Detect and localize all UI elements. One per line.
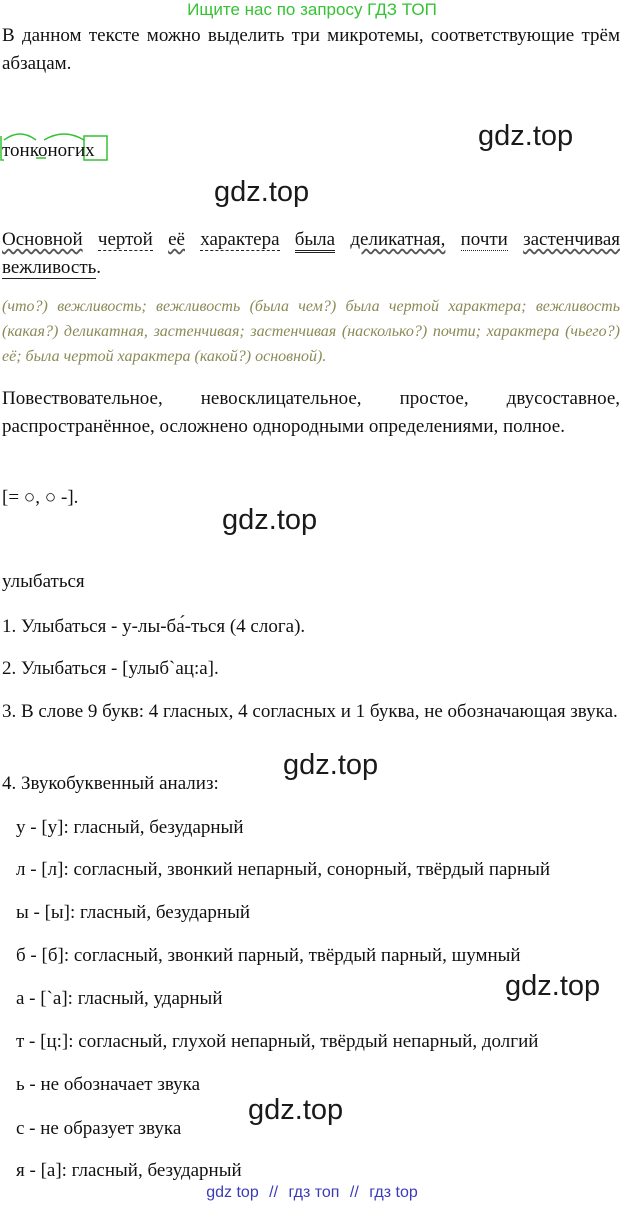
word-osnovnoy: Основной [2, 229, 83, 250]
sound-row: я - [а]: гласный, безударный [16, 1160, 242, 1181]
morpheme-word: тонконогих [2, 140, 95, 161]
footer-link[interactable]: гдз топ [288, 1184, 340, 1201]
word-chertoy: чертой [97, 229, 153, 250]
sound-row: л - [л]: согласный, звонкий непарный, сонорный, твёрдый парный [16, 859, 551, 880]
sound-row: б - [б]: согласный, звонкий парный, твёрдый парный, шумный [16, 945, 521, 966]
sentence-end: . [96, 257, 102, 278]
list-item: 2. Улыбаться - [улыб`ац:а]. [2, 658, 219, 679]
word-delikatnaya: деликатная, [350, 229, 446, 250]
parsed-sentence [2, 226, 620, 282]
sentence-characteristics: Повествовательное, невосклицательное, простое, двусоставное, распространённое, осложнено однородными определениями, полное. [2, 388, 620, 437]
list-item: 1. Улыбаться - у-лы-ба́-ться (4 слога). [2, 616, 306, 637]
watermark: gdz.top [478, 120, 574, 152]
footer-links [0, 1184, 624, 1202]
intro-paragraph: В данном тексте можно выделить три микротемы, соответствующие трём абзацам. [2, 25, 620, 74]
footer-link[interactable]: gdz top [206, 1184, 259, 1201]
analysis-word: улыбаться [2, 571, 85, 592]
word-pochti: почти [460, 229, 508, 250]
top-banner[interactable]: Ищите нас по запросу ГДЗ ТОП [187, 0, 437, 19]
watermark: gdz.top [283, 749, 379, 781]
sound-row: а - [`а]: гласный, ударный [16, 988, 223, 1009]
sound-row: т - [ц:]: согласный, глухой непарный, твёрдый непарный, долгий [16, 1031, 539, 1052]
sound-row: ы - [ы]: гласный, безударный [16, 902, 251, 923]
watermark: gdz.top [214, 176, 310, 208]
watermark: gdz.top [505, 970, 601, 1002]
syntax-analysis: (что?) вежливость; вежливость (была чем?) была чертой характера; вежливость (какая?) деликатная, застенчивая; застенчивая (насколько?) почти; характера (чьего?) её; была чертой характера (какой?) основной). [2, 298, 620, 365]
sound-row: с - не образует звука [16, 1118, 182, 1139]
watermark: gdz.top [222, 504, 318, 536]
footer-separator: // [269, 1184, 279, 1201]
footer-separator: // [349, 1184, 359, 1201]
word-zastenchivaya: застенчивая [523, 229, 620, 250]
sound-row: ь - не обозначает звука [16, 1074, 201, 1095]
footer-link[interactable]: гдз top [369, 1184, 418, 1201]
word-eyo: её [168, 229, 185, 250]
sound-row: у - [у]: гласный, безударный [16, 817, 244, 838]
watermark: gdz.top [248, 1094, 344, 1126]
word-byla: была [295, 229, 335, 253]
word-haraktera: характера [200, 229, 280, 250]
sentence-scheme: [= ○, ○ -]. [2, 487, 79, 508]
word-vezhlivost: вежливость [2, 257, 97, 278]
list-item: 4. Звукобуквенный анализ: [2, 773, 219, 794]
list-item: 3. В слове 9 букв: 4 гласных, 4 согласных и 1 буква, не обозначающая звука. [2, 701, 618, 722]
